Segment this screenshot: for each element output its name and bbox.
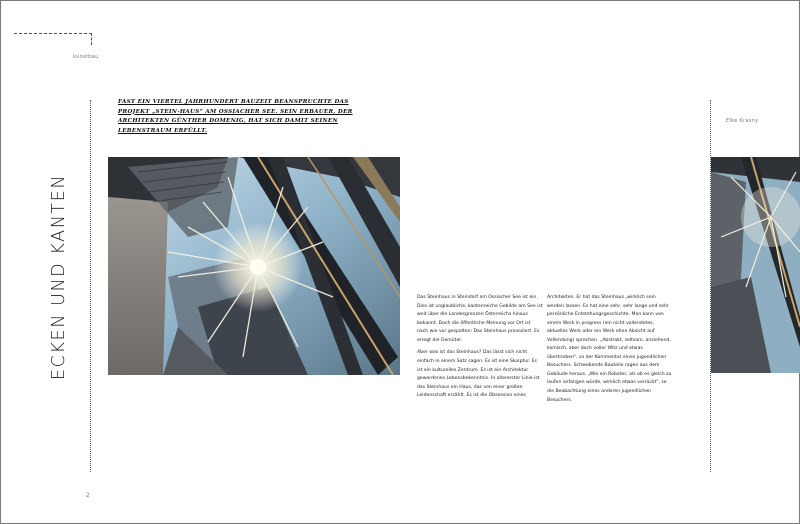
page-number: 2: [86, 492, 90, 499]
section-label: kunstbau: [73, 54, 99, 60]
side-photo: [711, 157, 800, 373]
text-column-2: [547, 294, 673, 409]
article-title: ECKEN UND KANTEN: [49, 173, 69, 380]
corner-mark-vertical: [91, 33, 92, 45]
divider-left: [90, 100, 91, 472]
text-column-1: [417, 294, 543, 405]
corner-mark: [14, 33, 92, 34]
author-name: Elke Krasny: [726, 118, 759, 124]
main-photo: [108, 157, 400, 375]
paragraph: Das Steinhaus in Steindorf am Ossiacher See ist ein. Dies ist unglaubliche, kantenreiche Gebilde am See ist weit über die Landesgrenzen Österreichs hinaus bekannt. Doch die öffentliche Meinung vor Ort ist nach wie vor gespalten: Das Steinhaus provoziert. Es erregt die Gemüter.: [417, 295, 543, 343]
paragraph: Aber was ist das Steinhaus? Das lässt sich nicht einfach in einem Satz sagen. Es ist eine Skulptur. Es ist ein kulturelles Zentrum. Es ist ein Architektur gewordenes Lebensbekenntnis. In allererster Linie ist das Steinhaus ein Haus, das von einer großen Leidenschaft erzählt. Es ist die Obsession eines: [417, 350, 540, 399]
paragraph: Architekten. Er hat das Steinhaus „wirklich sein werden lassen. Es hat eine sehr, sehr lange und sehr persönliche Entstehungsgeschichte. Man kann von einem Work in progress (ein nicht vollendetes, aktuelles Werk oder ein Werk ohne Absicht auf Vollendung) sprechen. „Abstrakt, seltsam, anziehend, komisch, aber doch voller Witz und etwas übertrieben", so der Kommentar eines jugendlichen Besuchers. Schwebende Bauteile ragen aus dem Gebäude heraus. „Wie ein Roboter, als ob es gleich zu laufen anfangen würde, wirklich etwas verrückt", so die Beobachtung eines anderen jugendlichen Besuchers.: [547, 295, 672, 403]
article-lead: FAST EIN VIERTEL JAHRHUNDERT BAUZEIT BEANSPRUCHTE DAS PROJEKT „STEIN-HAUS“ AM OSSIACHER SEE. SEIN ERBAUER, DER ARCHITEKTEN GÜNTHER DOMENIG, HAT SICH DAMIT SEINEN LEBENSTRAUM ERFÜLLT.: [118, 99, 353, 134]
